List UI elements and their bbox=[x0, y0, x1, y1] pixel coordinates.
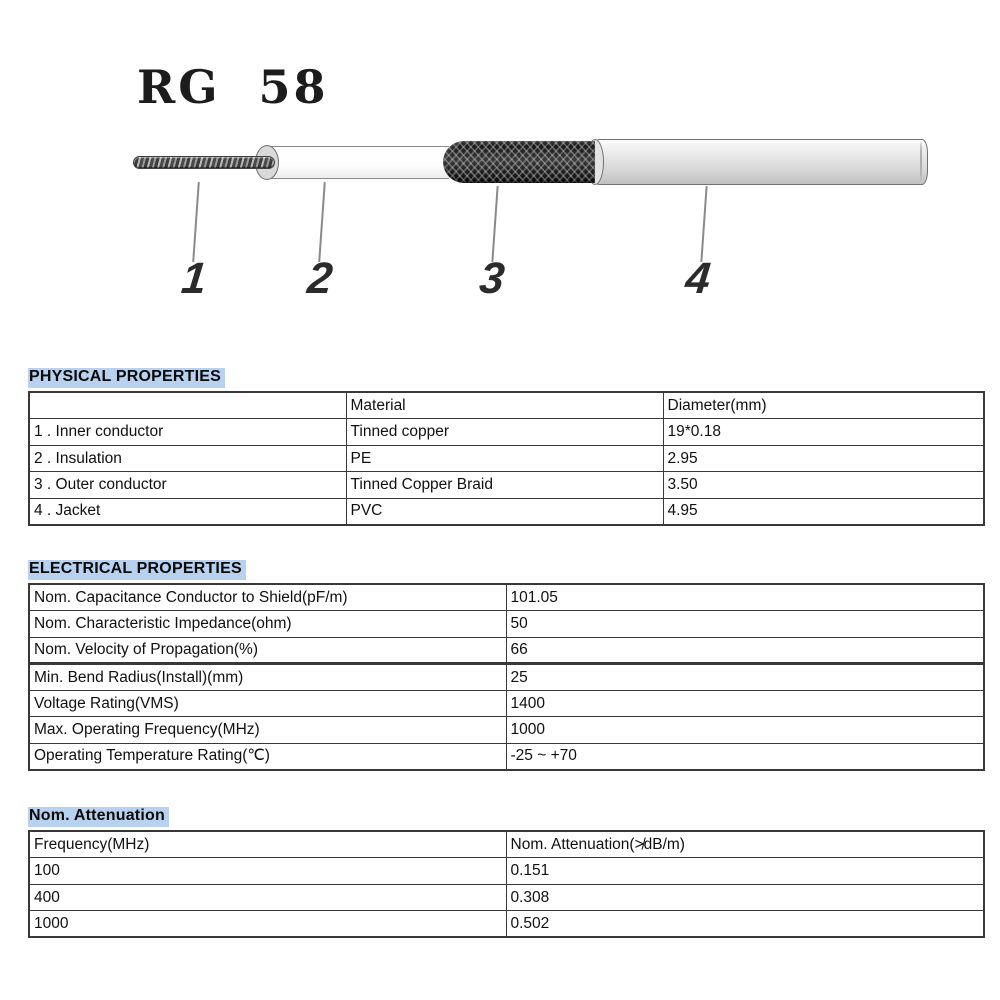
insulation-graphic bbox=[267, 146, 449, 179]
physical-properties-table bbox=[28, 391, 985, 526]
part-label-1: 1 bbox=[179, 254, 209, 303]
part-label-3: 3 bbox=[477, 254, 507, 303]
table-row bbox=[29, 419, 984, 446]
table-row bbox=[29, 611, 984, 638]
table-row bbox=[29, 637, 984, 664]
table-row bbox=[29, 498, 984, 525]
table-cell: PVC bbox=[346, 498, 663, 525]
page-title: RG 58 bbox=[137, 60, 329, 114]
physical-properties-heading: PHYSICAL PROPERTIES bbox=[28, 368, 225, 388]
table-row bbox=[29, 472, 984, 499]
table-cell: 1 . Inner conductor bbox=[29, 419, 346, 446]
table-row bbox=[29, 858, 984, 885]
table-row bbox=[29, 743, 984, 770]
table-cell: Nom. Velocity of Propagation(%) bbox=[29, 637, 506, 664]
table-row bbox=[29, 664, 984, 691]
table-row bbox=[29, 445, 984, 472]
table-cell: 0.502 bbox=[506, 911, 984, 938]
leader-line-3 bbox=[491, 186, 498, 262]
table-cell: Nom. Characteristic Impedance(ohm) bbox=[29, 611, 506, 638]
electrical-properties-heading: ELECTRICAL PROPERTIES bbox=[28, 560, 246, 580]
table-cell: Operating Temperature Rating(℃) bbox=[29, 743, 506, 770]
table-cell: 0.151 bbox=[506, 858, 984, 885]
table-cell: 3 . Outer conductor bbox=[29, 472, 346, 499]
table-row bbox=[29, 584, 984, 611]
table-cell: 3.50 bbox=[663, 472, 984, 499]
table-cell: Min. Bend Radius(Install)(mm) bbox=[29, 664, 506, 691]
table-cell: 25 bbox=[506, 664, 984, 691]
table-row bbox=[29, 911, 984, 938]
table-cell: 4 . Jacket bbox=[29, 498, 346, 525]
attenuation-section bbox=[28, 807, 985, 938]
table-cell: 1400 bbox=[506, 690, 984, 717]
table-cell bbox=[29, 392, 346, 419]
table-cell: Max. Operating Frequency(MHz) bbox=[29, 717, 506, 744]
table-cell: 2.95 bbox=[663, 445, 984, 472]
table-cell: -25 ~ +70 bbox=[506, 743, 984, 770]
table-cell: Nom. Attenuation(≯dB/m) bbox=[506, 831, 984, 858]
leader-line-2 bbox=[318, 182, 326, 262]
table-cell: 1000 bbox=[506, 717, 984, 744]
table-cell: 0.308 bbox=[506, 884, 984, 911]
part-label-4: 4 bbox=[683, 254, 713, 303]
physical-properties-section bbox=[28, 368, 985, 526]
table-cell: Material bbox=[346, 392, 663, 419]
electrical-properties-section bbox=[28, 560, 985, 771]
table-cell: PE bbox=[346, 445, 663, 472]
table-cell: 101.05 bbox=[506, 584, 984, 611]
table-row bbox=[29, 690, 984, 717]
table-cell: 19*0.18 bbox=[663, 419, 984, 446]
table-cell: 100 bbox=[29, 858, 506, 885]
part-label-2: 2 bbox=[305, 254, 335, 303]
table-cell: 66 bbox=[506, 637, 984, 664]
table-cell: 4.95 bbox=[663, 498, 984, 525]
attenuation-table bbox=[28, 830, 985, 938]
attenuation-heading: Nom. Attenuation bbox=[28, 807, 169, 827]
table-cell: 1000 bbox=[29, 911, 506, 938]
leader-line-1 bbox=[192, 182, 200, 262]
inner-conductor-graphic bbox=[133, 156, 275, 169]
leader-line-4 bbox=[700, 186, 707, 262]
table-cell: Voltage Rating(VMS) bbox=[29, 690, 506, 717]
table-cell: Tinned copper bbox=[346, 419, 663, 446]
table-cell: Nom. Capacitance Conductor to Shield(pF/m) bbox=[29, 584, 506, 611]
table-cell: 2 . Insulation bbox=[29, 445, 346, 472]
table-cell: Frequency(MHz) bbox=[29, 831, 506, 858]
table-cell: Tinned Copper Braid bbox=[346, 472, 663, 499]
table-header-row bbox=[29, 831, 984, 858]
table-row bbox=[29, 717, 984, 744]
table-cell: 50 bbox=[506, 611, 984, 638]
table-row bbox=[29, 884, 984, 911]
electrical-properties-table bbox=[28, 583, 985, 771]
table-cell: 400 bbox=[29, 884, 506, 911]
jacket-graphic bbox=[589, 139, 928, 185]
table-cell: Diameter(mm) bbox=[663, 392, 984, 419]
table-header-row bbox=[29, 392, 984, 419]
outer-conductor-braid-graphic bbox=[443, 141, 595, 183]
